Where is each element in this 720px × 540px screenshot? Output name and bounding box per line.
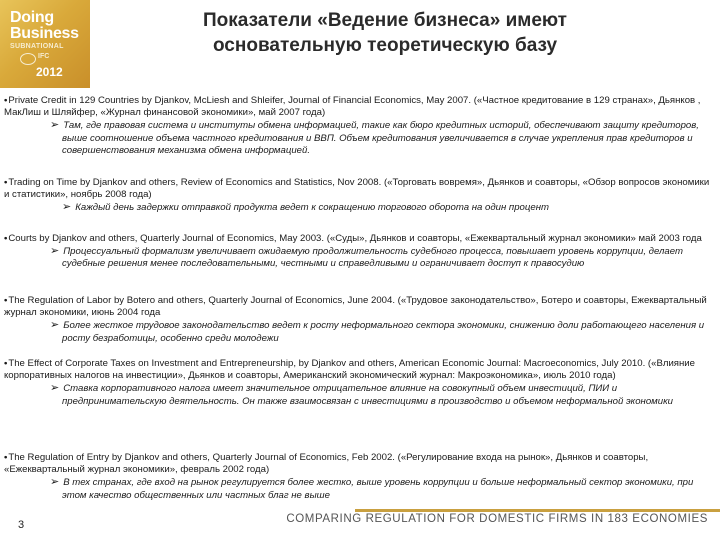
- arrow-bullet-icon: ➢: [50, 319, 60, 332]
- title-line-2: основательную теоретическую базу: [212, 35, 558, 56]
- item-text: Trading on Time by Djankov and others, Review of Economics and Statistics, Nov 2008. («Торговать вовремя», Дьянков и соавторы, «Обзор вопросов экономики и статистики», ноябрь 2008 года): [4, 177, 710, 201]
- logo-line-2: Business: [10, 25, 79, 42]
- item-text: The Regulation of Entry by Djankov and others, Quarterly Journal of Economics, Feb 2002. («Регулирование входа на рынок», Дьянков и соавторы, «Ежеквартальный журнал экономики», февраль 2002 года): [4, 452, 649, 476]
- footer-banner-text: COMPARING REGULATION FOR DOMESTIC FIRMS IN 183 ECONOMIES: [286, 513, 708, 525]
- arrow-bullet-icon: ➢: [62, 201, 72, 214]
- arrow-bullet-icon: ➢: [50, 245, 60, 258]
- list-item: •Trading on Time by Djankov and others, Review of Economics and Statistics, Nov 2008. («Торговать вовремя», Дьянков и соавторы, «Обзор вопросов экономики и статистики», ноябрь 2008 года) ➢ Каждый день задержки отправкой продукта ведет к сокращению торгового оборота на один процент: [4, 177, 710, 214]
- arrow-bullet-icon: ➢: [50, 476, 60, 489]
- item-text: Courts by Djankov and others, Quarterly Journal of Economics, May 2003. («Суды», Дьянков и соавторы, «Ежеквартальный журнал экономики» май 2003 года: [8, 233, 702, 244]
- list-item: •The Regulation of Labor by Botero and others, Quarterly Journal of Economics, June 2004. («Трудовое законодательство», Ботеро и соавторы, Ежеквартальный журнал экономики, июнь 2004 года ➢ Более жесткое трудовое законодательство ведет к росту неформального сектора экономики, снижению доли работающего населения и росту безработицы, особенно среди молодежи: [4, 295, 707, 344]
- item-text: The Effect of Corporate Taxes on Investment and Entrepreneurship, by Djankov and others, American Economic Journal: Macroeconomics, July 2010. («Влияние корпоративных налогов на инвестиции», Дьянков и соавторы, Американский экономический журнал: Макроэкономика», июль 2010 года): [4, 358, 695, 382]
- item-summary: Ставка корпоративного налога имеет значительное отрицательное влияние на совокупный объем инвестиций, ПИИ и предпринимательскую деятельность. Он также взаимосвязан с инвестициями в производство и объемом неформальной экономики: [62, 383, 673, 407]
- logo-line-3: SUBNATIONAL: [10, 43, 64, 50]
- list-item: •The Regulation of Entry by Djankov and others, Quarterly Journal of Economics, Feb 2002. («Регулирование входа на рынок», Дьянков и соавторы, «Ежеквартальный журнал экономики», февраль 2002 года) ➢ В тех странах, где вход на рынок регулируется более жестко, выше уровень коррупции и больше неформальный сектор экономики, при этом качество общественных или частных благ не выше: [4, 452, 694, 501]
- item-summary: Более жесткое трудовое законодательство ведет к росту неформального сектора экономики, снижению доли работающего населения и росту безработицы, особенно среди молодежи: [62, 320, 705, 344]
- logo-ifc: IFC: [38, 53, 50, 60]
- logo-year: 2012: [36, 65, 63, 79]
- doing-business-logo: [0, 0, 90, 88]
- item-summary: В тех странах, где вход на рынок регулируется более жестко, выше уровень коррупции и больше неформальный сектор экономики, при этом качество общественных или частных благ не выше: [62, 477, 694, 501]
- world-bank-icon: [20, 53, 36, 65]
- title-line-1: Показатели «Ведение бизнеса» имеют: [203, 10, 567, 31]
- logo-line-1: Doing: [10, 9, 54, 26]
- item-summary: Каждый день задержки отправкой продукта ведет к сокращению торгового оборота на один процент: [75, 202, 549, 214]
- item-text: The Regulation of Labor by Botero and others, Quarterly Journal of Economics, June 2004. («Трудовое законодательство», Ботеро и соавторы, Ежеквартальный журнал экономики, июнь 2004 года: [4, 295, 707, 319]
- footer-stripe: [355, 509, 720, 512]
- list-item: •The Effect of Corporate Taxes on Investment and Entrepreneurship, by Djankov and others, American Economic Journal: Macroeconomics, July 2010. («Влияние корпоративных налогов на инвестиции», Дьянков и соавторы, Американский экономический журнал: Макроэкономика», июль 2010 года) ➢ Ставка корпоративного налога имеет значительное отрицательное влияние на совокупный объем инвестиций, ПИИ и предпринимательскую деятельность. Он также взаимосвязан с инвестициями в производство и объемом неформальной экономики: [4, 358, 695, 407]
- list-item: •Private Credit in 129 Countries by Djankov, McLiesh and Shleifer, Journal of Financial Economics, May 2007. («Частное кредитование в 129 странах», Дьянков , МакЛиш и Шляйфер, «Журнал финансовой экономики», май 2007 года) ➢ Там, где правовая система и институты обмена информацией, такие как бюро кредитных историй, обеспечивают защиту кредиторов, выше соотношение объема частного кредитования и ВВП. Объем кредитования увеличивается в случае укрепления прав кредиторов и совершенствования механизма обмена информацией.: [4, 95, 701, 156]
- header: [0, 0, 720, 88]
- arrow-bullet-icon: ➢: [50, 119, 60, 132]
- item-text: Private Credit in 129 Countries by Djankov, McLiesh and Shleifer, Journal of Financial Economics, May 2007. («Частное кредитование в 129 странах», Дьянков , МакЛиш и Шляйфер, «Журнал финансовой экономики», май 2007 года): [4, 95, 701, 119]
- list-item: •Courts by Djankov and others, Quarterly Journal of Economics, May 2003. («Суды», Дьянков и соавторы, «Ежеквартальный журнал экономики» май 2003 года ➢ Процессуальный формализм увеличивает ожидаемую продолжительность судебного процесса, повышает уровень коррупции, делает судебные решения менее последовательными, честными и справедливыми и ограничивает доступ к правосудию: [4, 233, 702, 270]
- page-number: 3: [18, 519, 25, 531]
- page-title: [150, 8, 620, 58]
- item-summary: Процессуальный формализм увеличивает ожидаемую продолжительность судебного процесса, повышает уровень коррупции, делает судебные решения менее последовательными, честными и справедливыми и ограничивает доступ к правосудию: [62, 246, 683, 270]
- item-summary: Там, где правовая система и институты обмена информацией, такие как бюро кредитных историй, обеспечивают защиту кредиторов, выше соотношение объема частного кредитования и ВВП. Объем кредитования увеличивается в случае укрепления прав кредиторов и совершенствования механизма обмена информацией.: [62, 120, 699, 156]
- arrow-bullet-icon: ➢: [50, 382, 60, 395]
